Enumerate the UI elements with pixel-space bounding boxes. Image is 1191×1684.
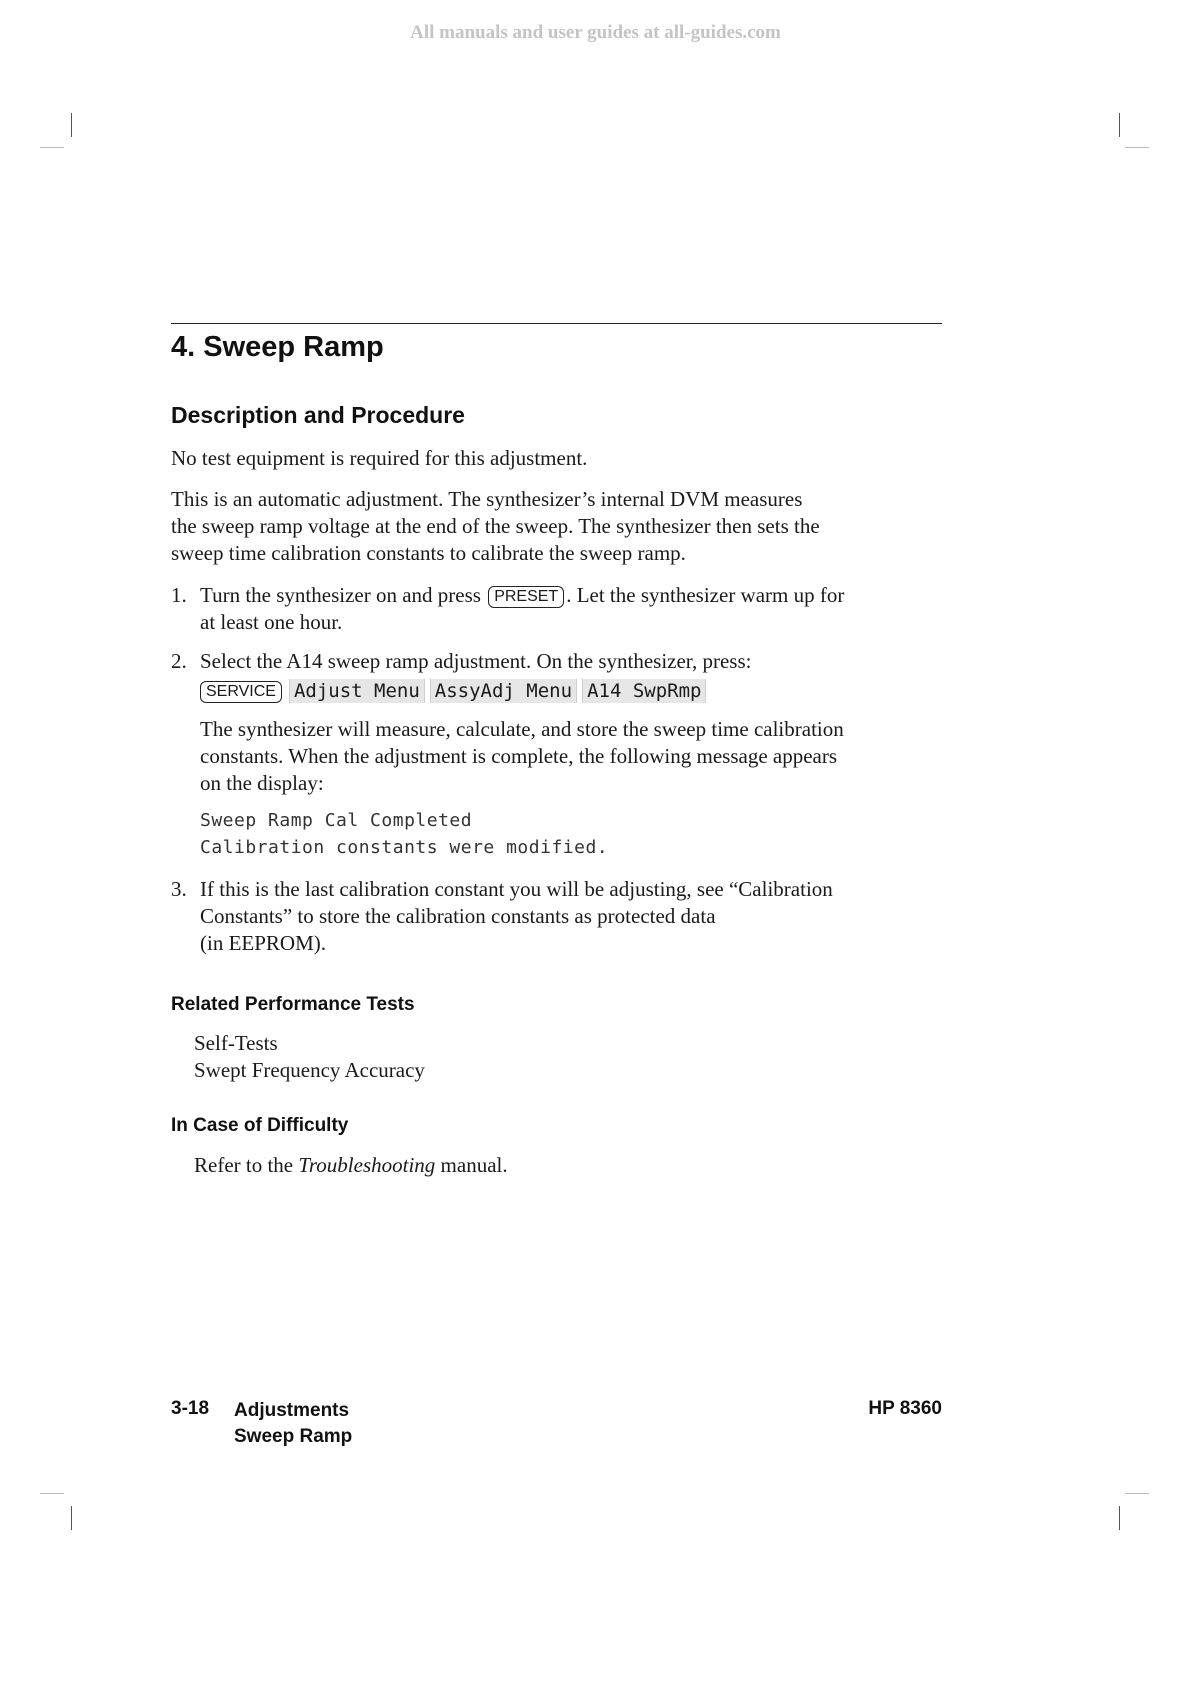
softkey-a14-swprmp[interactable]: A14 SwpRmp [582,679,706,703]
text-line: on the display: [200,771,324,795]
crop-mark-top-left [71,113,72,137]
list-item: Self-Tests [194,1031,278,1055]
preset-key[interactable]: PRESET [488,586,564,608]
intro-paragraph-1 [171,445,942,472]
text-line: No test equipment is required for this adjustment. [171,446,588,470]
footer-model: HP 8360 [868,1398,942,1419]
text-line: This is an automatic adjustment. The synthesizer’s internal DVM measures [171,487,803,511]
crop-mark-bottom-right [1119,1506,1120,1530]
crop-tick-top-right [1125,147,1149,148]
page-number: 3-18 [171,1398,210,1419]
result-paragraph [200,716,942,797]
crop-tick-bottom-left [40,1493,64,1494]
display-line: Sweep Ramp Cal Completed [200,810,473,831]
step-number: 2. [171,649,187,673]
related-tests-heading: Related Performance Tests [171,994,415,1015]
key-sequence [200,677,942,704]
related-tests-list [194,1030,965,1084]
footer-section [234,1398,352,1450]
section-title: 4. Sweep Ramp [171,331,384,363]
text-line: (in EEPROM). [200,931,326,955]
crop-tick-top-left [40,147,64,148]
step-body [200,648,942,861]
text-line: Constants” to store the calibration constants as protected data [200,904,716,928]
display-line: Calibration constants were modified. [200,837,609,858]
text-run: Refer to the [194,1153,299,1177]
difficulty-heading: In Case of Difficulty [171,1115,349,1136]
display-message [200,807,942,861]
step-number: 1. [171,583,187,607]
text-line: Select the A14 sweep ramp adjustment. On the synthesizer, press: [200,649,752,673]
text-line: sweep time calibration constants to calibrate the sweep ramp. [171,541,686,565]
crop-tick-bottom-right [1125,1493,1149,1494]
text-line: constants. When the adjustment is complete, the following message appears [200,744,838,768]
crop-mark-top-right [1119,113,1120,137]
footer-section-name: Sweep Ramp [234,1426,353,1447]
text-line: the sweep ramp voltage at the end of the sweep. The synthesizer then sets the [171,514,820,538]
service-key[interactable]: SERVICE [200,681,282,703]
softkey-assyadj-menu[interactable]: AssyAdj Menu [430,679,577,703]
softkey-adjust-menu[interactable]: Adjust Menu [289,679,425,703]
manual-reference: Troubleshooting [298,1153,436,1177]
text-line: at least one hour. [200,610,343,634]
list-item: Swept Frequency Accuracy [194,1058,425,1082]
crop-mark-bottom-left [71,1506,72,1530]
step-text: . Let the synthesizer warm up for [566,583,845,607]
watermark: All manuals and user guides at all-guides.com [410,22,781,43]
text-line: If this is the last calibration constant you will be adjusting, see “Calibration [200,877,833,901]
section-rule [171,323,942,324]
step-number: 3. [171,877,187,901]
difficulty-paragraph [194,1152,965,1179]
intro-paragraph-2 [171,486,942,567]
text-line [194,1152,965,1179]
step-text: Turn the synthesizer on and press [200,583,481,607]
step-body [200,876,942,957]
footer-chapter: Adjustments [234,1400,350,1421]
text-line [200,582,942,609]
text-line: The synthesizer will measure, calculate, and store the sweep time calibration [200,717,844,741]
step-body [200,582,942,636]
text-run: manual. [435,1153,508,1177]
description-heading: Description and Procedure [171,402,465,428]
